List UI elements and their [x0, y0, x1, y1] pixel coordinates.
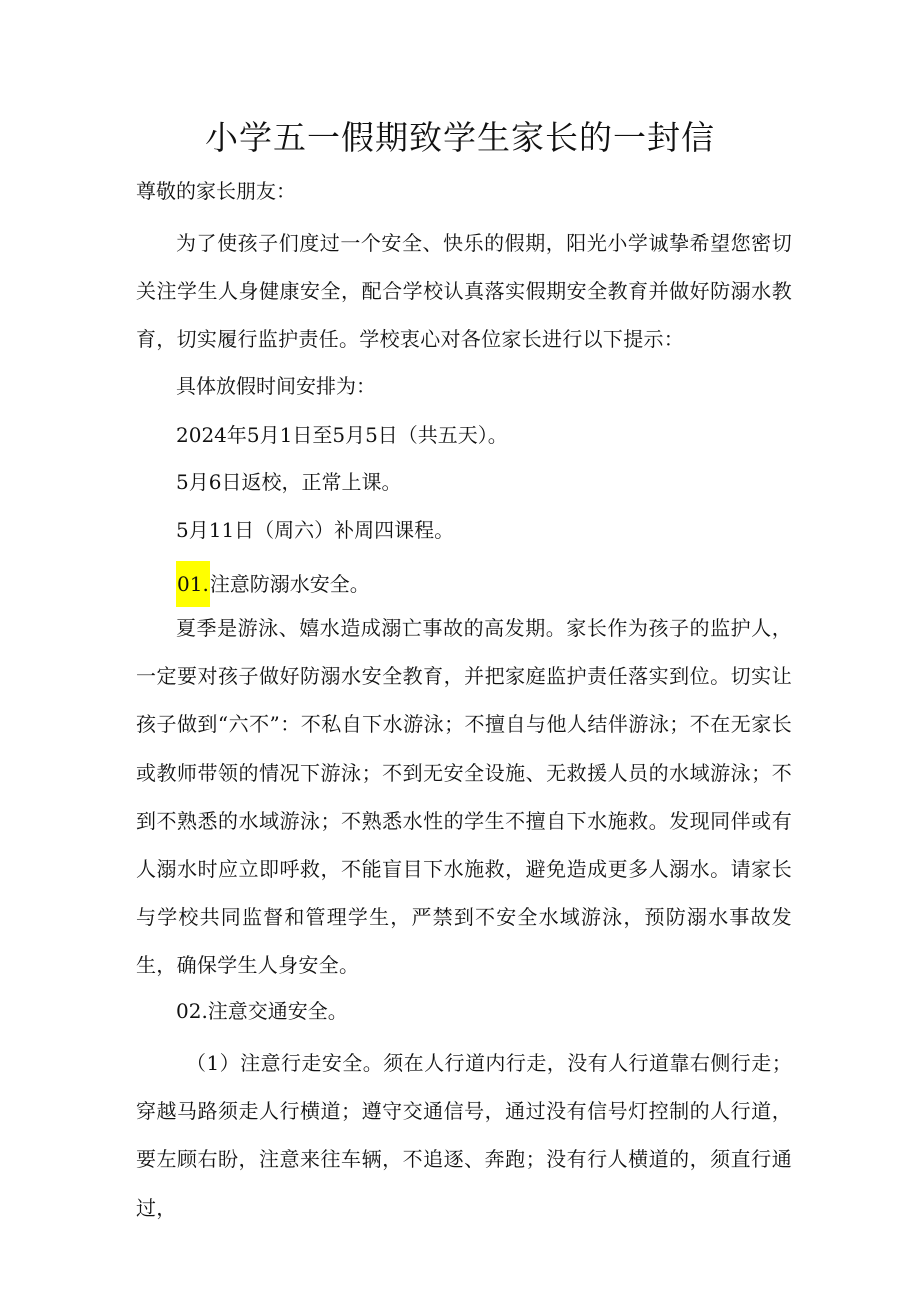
intro-paragraph: 为了使孩子们度过一个安全、快乐的假期，阳光小学诚挚希望您密切关注学生人身健康安全，配合学校认真落实假期安全教育并做好防溺水教育，切实履行监护责任。学校衷心对各位家长进行以下提示：: [136, 231, 792, 352]
drowning-safety-paragraph: 夏季是游泳、嬉水造成溺亡事故的高发期。家长作为孩子的监护人，一定要对孩子做好防溺水安全教育，并把家庭监护责任落实到位。切实让孩子做到“六不”：不私自下水游泳；不擅自与他人结伴游泳；不在无家长或教师带领的情况下游泳；不到无安全设施、无救援人员的水域游泳；不到不熟悉的水域游泳；不熟悉水性的学生不擅自下水施救。发现同伴或有人溺水时应立即呼救，不能盲目下水施救，避免造成更多人溺水。请家长与学校共同监督和管理学生，严禁到不安全水域游泳，预防溺水事故发生，确保学生人身安全。: [136, 616, 792, 978]
section-heading-drowning: [176, 561, 370, 607]
section-heading-text: 注意防溺水安全。: [209, 572, 370, 596]
traffic-item-paragraph: （1）注意行走安全。须在人行道内行走，没有人行道靠右侧行走；穿越马路须走人行横道；遵守交通信号，通过没有信号灯控制的人行道，要左顾右盼，注意来往车辆，不追逐、奔跑；没有行人横道的，须直行通过，: [136, 1051, 792, 1220]
schedule-item: 2024年5月1日至5月5日（共五天）。: [176, 423, 508, 447]
highlighted-number: 01.: [176, 561, 210, 607]
schedule-item: 5月11日（周六）补周四课程。: [176, 518, 455, 542]
section-heading-traffic: 02.注意交通安全。: [176, 999, 348, 1023]
greeting: 尊敬的家长朋友：: [136, 179, 296, 203]
schedule-item: 5月6日返校，正常上课。: [176, 470, 402, 494]
document-title: 小学五一假期致学生家长的一封信: [205, 118, 715, 157]
schedule-heading: 具体放假时间安排为：: [176, 374, 376, 398]
